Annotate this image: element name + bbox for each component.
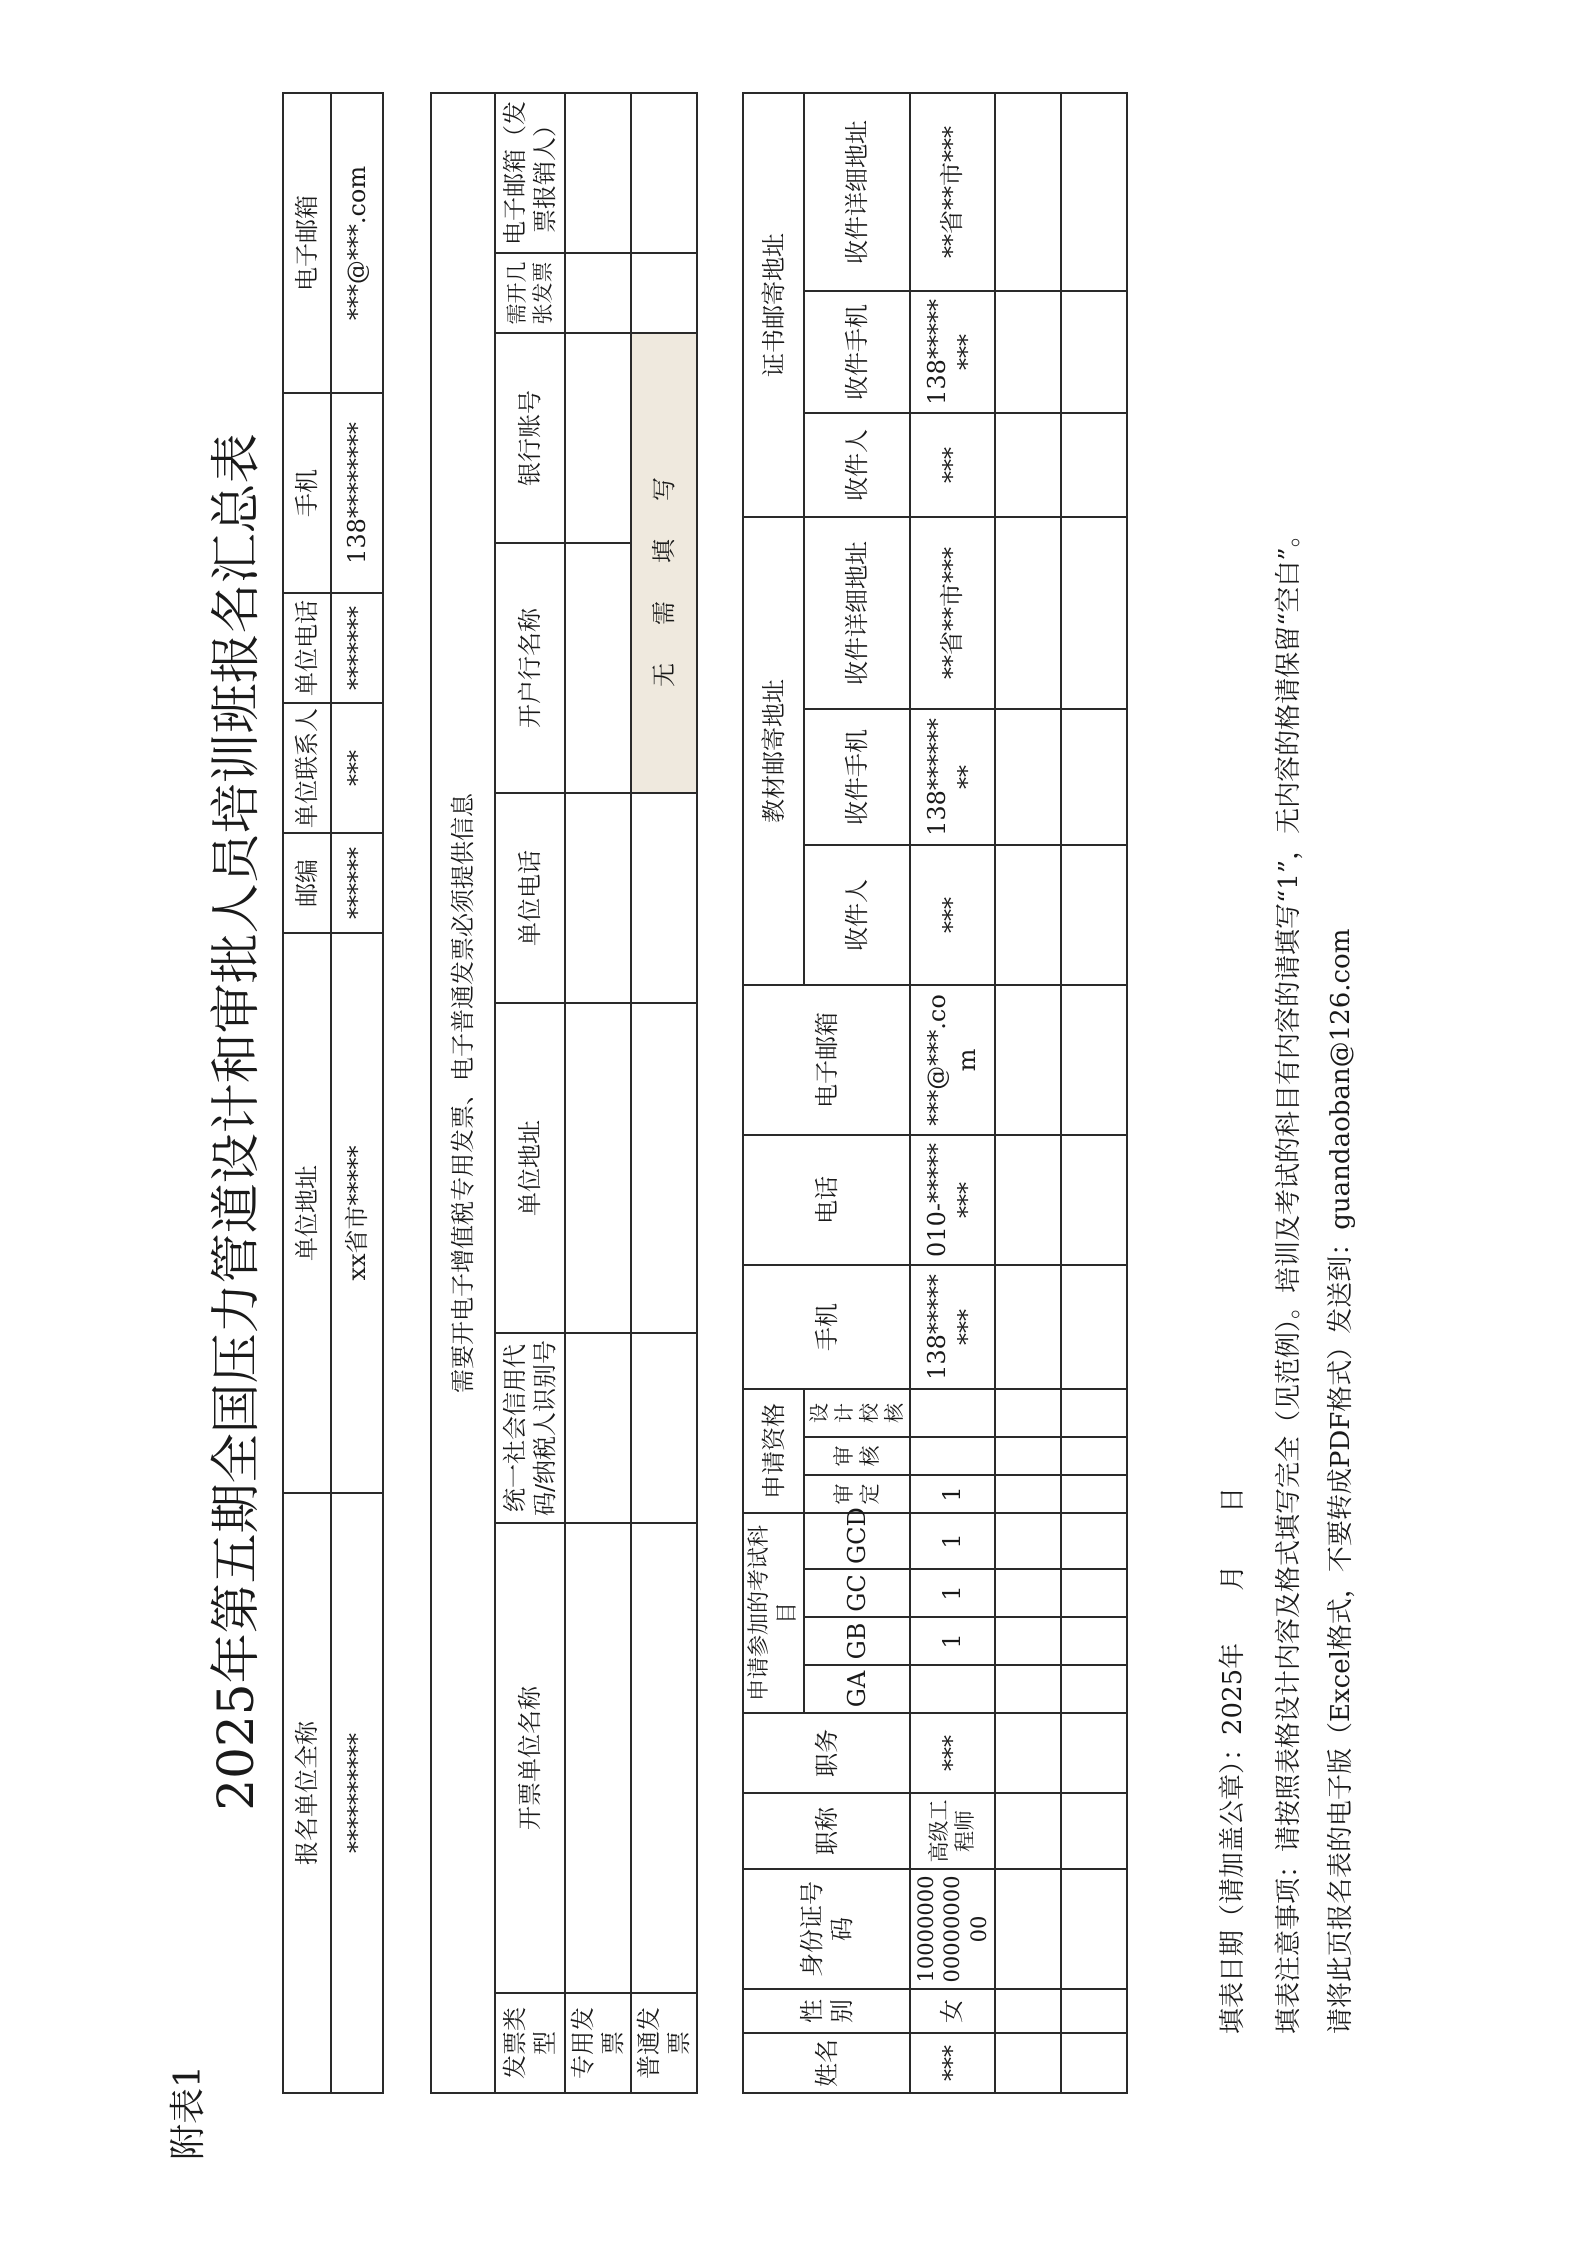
person-subject-gc[interactable]: 1 <box>910 1569 995 1617</box>
header-book-mobile: 收件手机 <box>804 709 910 845</box>
fill-instructions: 填表注意事项：请按照表格设计内容及格式填写完全（见范例）。培训及考试的科目有内容的请填写“1”，无内容的格请保留“空白”。 <box>1274 521 1304 2034</box>
header-postcode: 邮编 <box>283 833 331 933</box>
unit-address-value[interactable]: xx省市***** <box>331 933 383 1493</box>
person-email[interactable]: ***@***.com <box>910 985 995 1135</box>
person-mobile[interactable]: 138******** <box>910 1265 995 1389</box>
person-subject-ga[interactable] <box>910 1665 995 1713</box>
header-subject-ga: GA <box>804 1665 910 1713</box>
book-mobile[interactable]: 138******** <box>910 709 995 845</box>
person-tel[interactable]: 010-******** <box>910 1135 995 1265</box>
invoice-notice: 需要开电子增值税专用发票、电子普通发票必须提供信息 <box>431 93 495 2093</box>
header-bank-name: 开户行名称 <box>495 543 565 793</box>
cert-recipient[interactable]: *** <box>910 413 995 517</box>
postcode-value[interactable]: ****** <box>331 833 383 933</box>
header-id-number: 身份证号码 <box>743 1869 910 1989</box>
special-invoice-name[interactable] <box>565 1523 631 1993</box>
normal-invoice-code[interactable] <box>631 1333 697 1523</box>
header-book-detail: 收件详细地址 <box>804 517 910 709</box>
header-qual-design: 设计校核 <box>804 1389 910 1437</box>
header-invoice-type: 发票类型 <box>495 1993 565 2093</box>
person-id[interactable]: 100000000000000000 <box>910 1869 995 1989</box>
header-unit-address: 单位地址 <box>283 933 331 1493</box>
header-unit-phone: 单位电话 <box>283 593 331 703</box>
header-book-address: 教材邮寄地址 <box>743 517 804 985</box>
normal-invoice-email[interactable] <box>631 93 697 253</box>
mobile-value[interactable]: 138******** <box>331 393 383 593</box>
special-invoice-email[interactable] <box>565 93 631 253</box>
special-invoice-account[interactable] <box>565 333 631 543</box>
header-cert-address: 证书邮寄地址 <box>743 93 804 517</box>
contact-value[interactable]: *** <box>331 703 383 833</box>
email-value[interactable]: ***@***.com <box>331 93 383 393</box>
header-subject-gc: GC <box>804 1569 910 1617</box>
person-qual-approve[interactable]: 1 <box>910 1475 995 1513</box>
special-invoice-bank[interactable] <box>565 543 631 793</box>
header-contact: 单位联系人 <box>283 703 331 833</box>
person-name[interactable]: *** <box>910 2033 995 2093</box>
special-invoice-code[interactable] <box>565 1333 631 1523</box>
normal-invoice-name[interactable] <box>631 1523 697 1993</box>
special-invoice-count[interactable] <box>565 253 631 333</box>
header-subjects: 申请参加的考试科目 <box>743 1513 804 1713</box>
cert-address[interactable]: **省**市*** <box>910 93 995 291</box>
header-subject-gb: GB <box>804 1617 910 1665</box>
person-gender[interactable]: 女 <box>910 1989 995 2033</box>
header-person-tel: 电话 <box>743 1135 910 1265</box>
header-person-email: 电子邮箱 <box>743 985 910 1135</box>
appendix-label: 附表1 <box>168 2065 209 2160</box>
no-fill-cell: 无需填写 <box>631 333 697 793</box>
header-email: 电子邮箱 <box>283 93 331 393</box>
table-row <box>910 93 995 2093</box>
header-book-recipient: 收件人 <box>804 845 910 985</box>
person-subject-gb[interactable]: 1 <box>910 1617 995 1665</box>
fill-date: 填表日期（请加盖公章）：2025年 月 日 <box>1218 1486 1248 2034</box>
invoice-table <box>430 92 698 2094</box>
header-invoice-email: 电子邮箱（发票报销人） <box>495 93 565 253</box>
normal-invoice-address[interactable] <box>631 1003 697 1333</box>
header-cert-recipient: 收件人 <box>804 413 910 517</box>
header-invoice-address: 单位地址 <box>495 1003 565 1333</box>
person-subject-gcd[interactable]: 1 <box>910 1513 995 1569</box>
header-mobile: 手机 <box>283 393 331 593</box>
normal-invoice-label: 普通发票 <box>631 1993 697 2093</box>
header-invoice-phone: 单位电话 <box>495 793 565 1003</box>
unit-info-table <box>282 92 384 2094</box>
header-person-name: 姓名 <box>743 2033 910 2093</box>
header-cert-mobile: 收件手机 <box>804 291 910 413</box>
page-title: 2025年第五期全国压力管道设计和审批人员培训班报名汇总表 <box>207 433 265 1811</box>
header-bank-account: 银行账号 <box>495 333 565 543</box>
header-subject-gcd: GCD <box>804 1513 910 1569</box>
header-title: 职称 <box>743 1793 910 1869</box>
special-invoice-phone[interactable] <box>565 793 631 1003</box>
unit-phone-value[interactable]: ******* <box>331 593 383 703</box>
book-address[interactable]: **省**市*** <box>910 517 995 709</box>
persons-table <box>742 92 1128 2094</box>
person-qual-design[interactable] <box>910 1389 995 1437</box>
header-person-mobile: 手机 <box>743 1265 910 1389</box>
book-recipient[interactable]: *** <box>910 845 995 985</box>
table-row <box>1061 93 1127 2093</box>
cert-mobile[interactable]: 138******** <box>910 291 995 413</box>
normal-invoice-count[interactable] <box>631 253 697 333</box>
submit-instructions: 请将此页报名表的电子版（Excel格式，不要转成PDF格式）发送到：guandaoban@126.com <box>1326 928 1356 2034</box>
header-qual-review: 审核 <box>804 1437 910 1475</box>
header-qual-approve: 审定 <box>804 1475 910 1513</box>
header-gender: 性别 <box>743 1989 910 2033</box>
header-qualification: 申请资格 <box>743 1389 804 1513</box>
header-cert-detail: 收件详细地址 <box>804 93 910 291</box>
special-invoice-address[interactable] <box>565 1003 631 1333</box>
normal-invoice-phone[interactable] <box>631 793 697 1003</box>
header-invoice-unit: 开票单位名称 <box>495 1523 565 1993</box>
table-row <box>995 93 1061 2093</box>
special-invoice-label: 专用发票 <box>565 1993 631 2093</box>
person-title[interactable]: 高级工程师 <box>910 1793 995 1869</box>
header-unit-name: 报名单位全称 <box>283 1493 331 2093</box>
person-position[interactable]: *** <box>910 1713 995 1793</box>
person-qual-review[interactable] <box>910 1437 995 1475</box>
header-credit-code: 统一社会信用代码/纳税人识别号 <box>495 1333 565 1523</box>
header-position: 职务 <box>743 1713 910 1793</box>
header-invoice-count: 需开几张发票 <box>495 253 565 333</box>
unit-name-value[interactable]: ********** <box>331 1493 383 2093</box>
